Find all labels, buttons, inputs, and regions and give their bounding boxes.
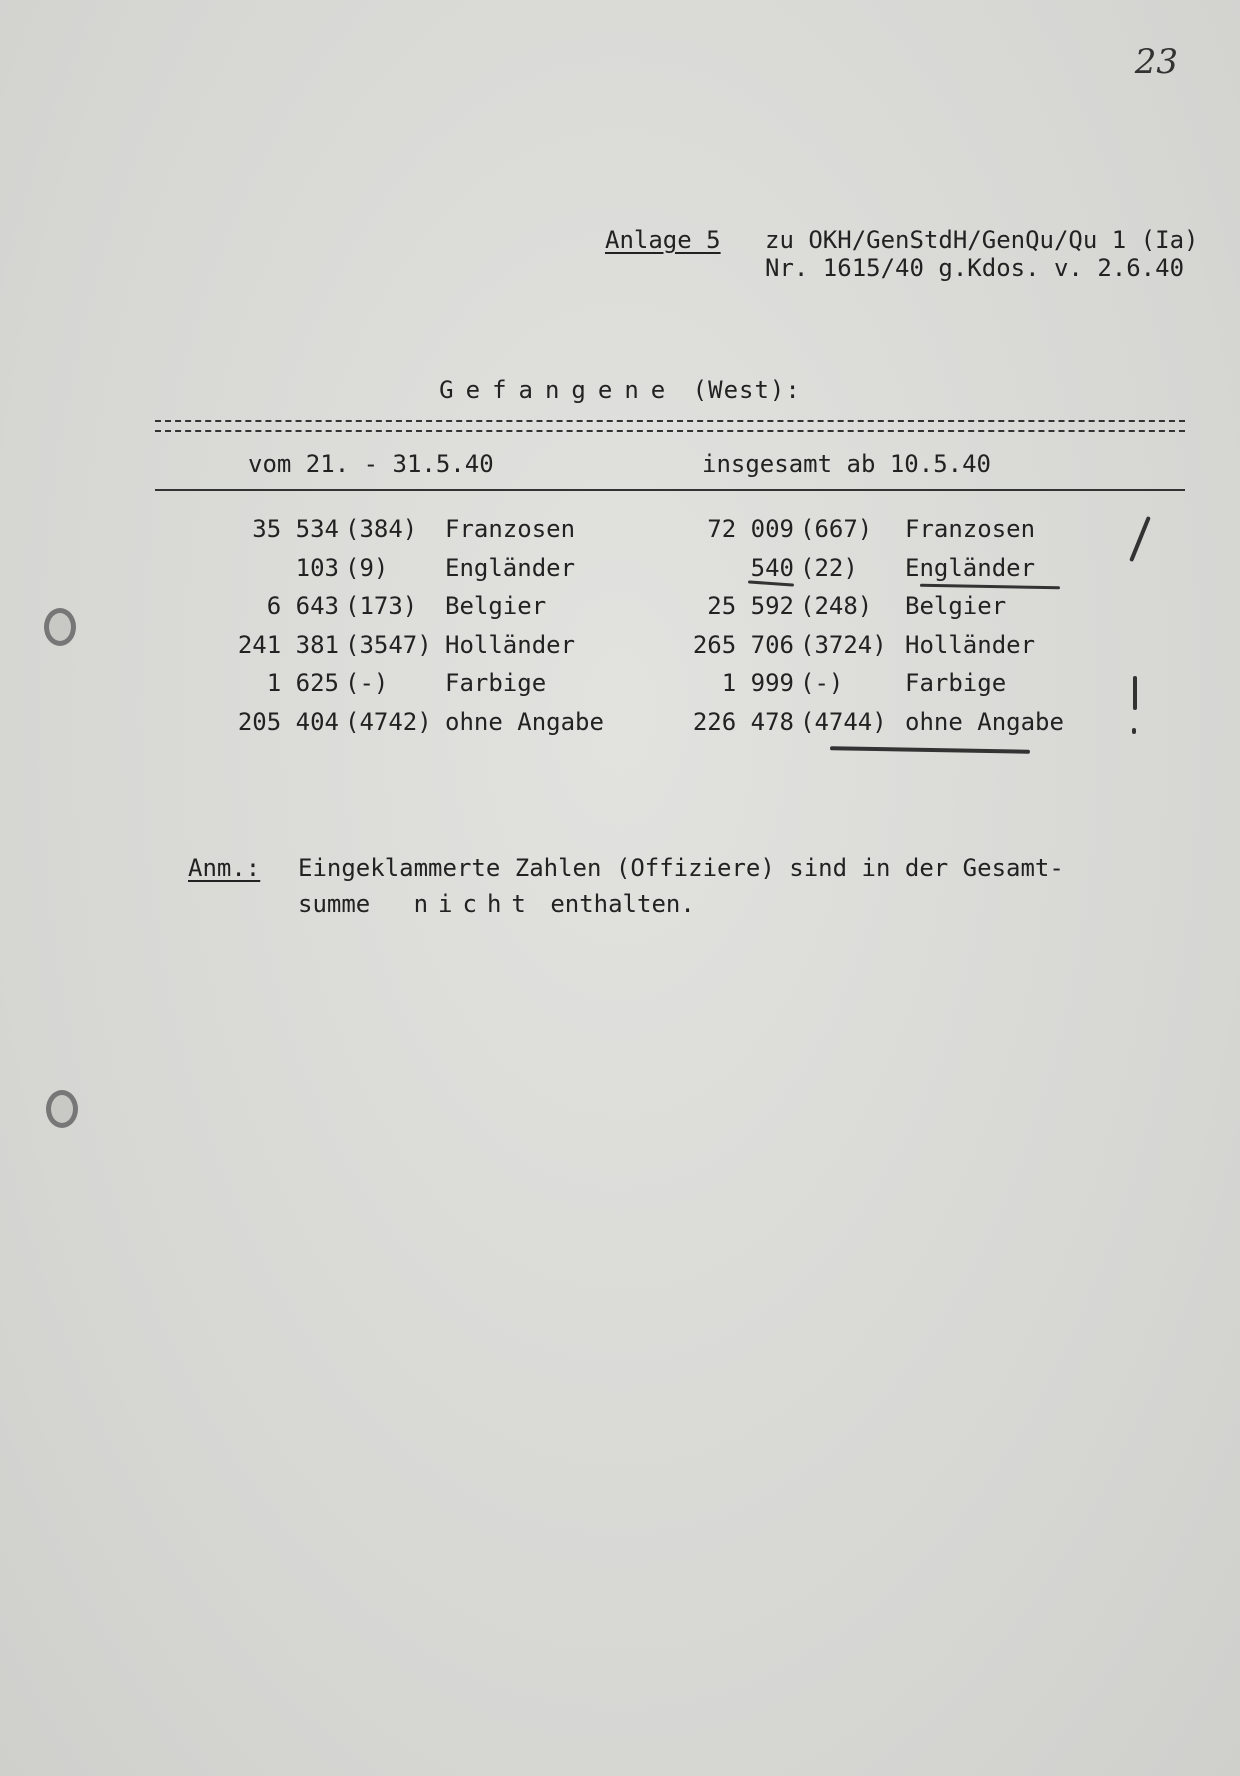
punch-hole-lower [46,1090,78,1128]
pen-underline-4744 [830,746,1030,753]
right-officers-cell: (667) [800,515,873,544]
page-title [0,376,1240,404]
right-table-row [680,587,1085,626]
right-count-cell: 226 478 [692,707,794,736]
annotation-text-2a: summe [298,890,371,918]
right-count-cell: 72 009 [707,515,794,544]
right-nationality-cell: Engländer [905,553,1036,582]
left-count-cell: 241 381 [237,630,339,659]
right-table-row [680,626,1085,665]
left-count-cell: 103 [295,553,339,582]
column-header-right: insgesamt ab 10.5.40 [702,450,991,478]
annotation-label: Anm.: [188,854,261,882]
punch-hole-upper [44,608,76,646]
right-table-row [680,703,1085,742]
pen-exclamation-dot [1132,728,1136,734]
left-officers-cell: (173) [345,592,418,621]
annotation-text-1: Eingeklammerte Zahlen (Offiziere) sind in der Gesamt- [298,854,1064,882]
right-table-row [680,549,1085,588]
title-main: Gefangene [439,376,678,404]
right-nationality-cell: Holländer [905,630,1036,659]
title-suffix: (West): [677,376,801,404]
left-table-row [225,703,630,742]
left-nationality-cell: Engländer [445,553,576,582]
right-nationality-cell: Farbige [905,669,1007,698]
left-officers-cell: (384) [345,515,418,544]
annotation-text-2b: nicht [413,890,536,918]
right-table-row [680,510,1085,549]
folio-number: 23 [1134,42,1178,82]
right-officers-cell: (3724) [800,630,887,659]
right-officers-cell: (4744) [800,707,887,736]
left-officers-cell: (9) [345,553,389,582]
left-table-row [225,510,630,549]
right-count-cell: 265 706 [692,630,794,659]
annotation-text-2c: enthalten. [550,890,695,918]
annotation-line-2 [188,886,1064,922]
left-table-row [225,587,630,626]
left-count-cell: 6 643 [266,592,339,621]
left-count-cell: 1 625 [266,669,339,698]
reference-line-2: Nr. 1615/40 g.Kdos. v. 2.6.40 [765,254,1185,282]
right-count-cell: 1 999 [721,669,794,698]
left-count-cell: 35 534 [252,515,339,544]
left-officers-cell: (4742) [345,707,432,736]
left-table-row [225,549,630,588]
left-nationality-cell: ohne Angabe [445,707,604,736]
left-nationality-cell: Holländer [445,630,576,659]
double-rule [155,420,1185,432]
left-table-row [225,664,630,703]
right-table-row [680,664,1085,703]
right-data-table [680,510,1085,741]
right-nationality-cell: Franzosen [905,515,1036,544]
pen-exclamation-bar [1133,676,1137,710]
left-table-row [225,626,630,665]
right-officers-cell: (248) [800,592,873,621]
header-rule [155,489,1185,491]
reference-block [605,226,1198,282]
right-count-cell: 25 592 [707,592,794,621]
reference-text-1: zu OKH/GenStdH/GenQu/Qu 1 (Ia) [765,226,1199,254]
right-count-cell: 540 [750,553,794,582]
left-count-cell: 205 404 [237,707,339,736]
right-officers-cell: (-) [800,669,844,698]
left-nationality-cell: Franzosen [445,515,576,544]
left-nationality-cell: Belgier [445,592,547,621]
annotation-line-1 [188,850,1064,886]
pen-tick-mark [1129,516,1151,562]
left-officers-cell: (-) [345,669,389,698]
right-officers-cell: (22) [800,553,858,582]
right-nationality-cell: ohne Angabe [905,707,1064,736]
column-header-left: vom 21. - 31.5.40 [248,450,494,478]
left-officers-cell: (3547) [345,630,432,659]
anlage-label: Anlage 5 [605,226,721,254]
right-nationality-cell: Belgier [905,592,1007,621]
annotation [188,850,1064,922]
left-nationality-cell: Farbige [445,669,547,698]
left-data-table [225,510,630,741]
reference-line-1 [605,226,1198,254]
